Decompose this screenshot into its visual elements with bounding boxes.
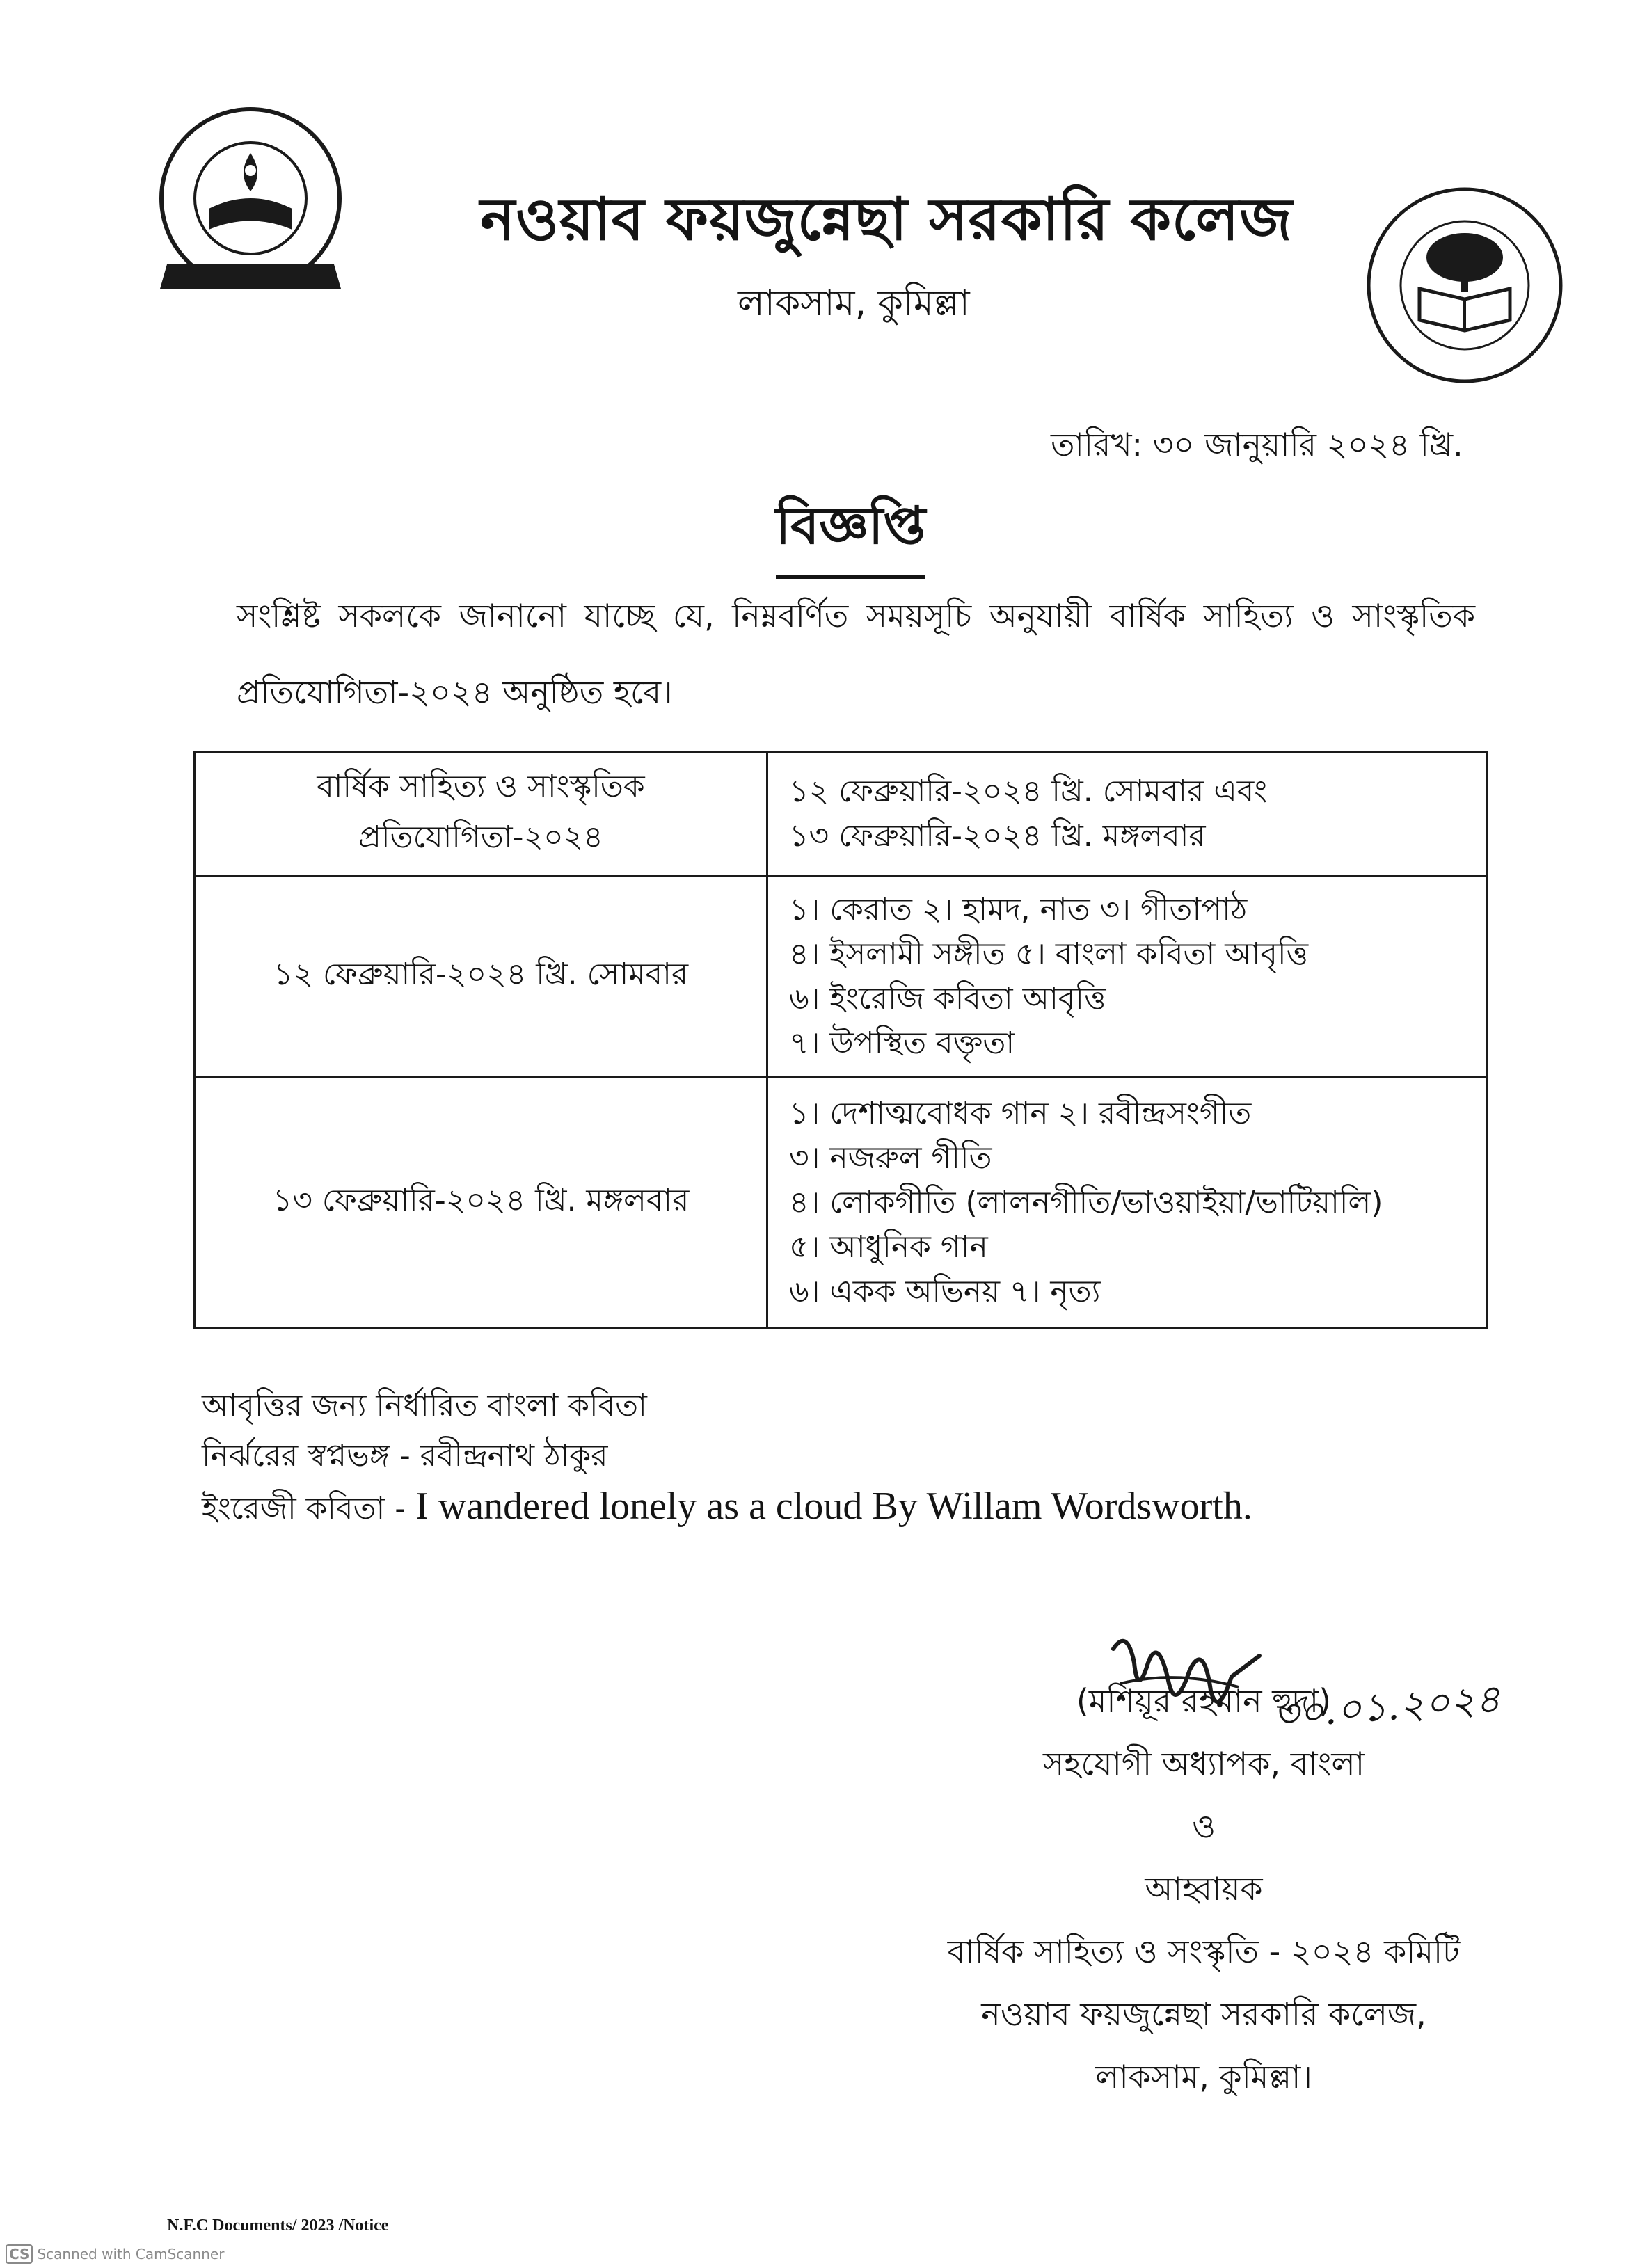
cell-line: ১৩ ফেব্রুয়ারি-২০২৪ খ্রি. মঙ্গলবার [272,1183,690,1218]
signature-date: ৩০.০১.২০২৪ [1271,1676,1502,1738]
signatory-location: লাকসাম, কুমিল্লা। [1095,2058,1312,2095]
list-item: ৩। নজরুল গীতি [789,1140,992,1176]
schedule-day2-events-cell [767,1078,1487,1328]
scanner-watermark [6,2246,224,2262]
signatory-conjunction: ও [1192,1807,1216,1845]
cell-line: ১২ ফেব্রুয়ারি-২০২৪ খ্রি. সোমবার এবং [789,774,1268,809]
table-row [195,753,1487,876]
list-item: ৬। একক অভিনয় ৭। নৃত্য [789,1273,1101,1309]
schedule-table [193,751,1488,1329]
list-item: ৪। লোকগীতি (লালনগীতি/ভাওয়াইয়া/ভাটিয়ালি) [789,1184,1383,1220]
list-item: ১। কেরাত ২। হামদ, নাত ৩। গীতাপাঠ [789,891,1248,927]
scanner-text: Scanned with CamScanner [37,2246,225,2262]
notes-line: নির্ঝরের স্বপ্নভঙ্গ - রবীন্দ্রনাথ ঠাকুর [202,1438,608,1474]
notes-prefix: ইংরেজী কবিতা - [202,1491,416,1526]
cell-line: প্রতিযোগিতা-২০২৪ [358,820,603,855]
signatory-role: আহ্বায়ক [1145,1870,1263,1908]
signature-spacer [891,1628,1517,1670]
signatory-name: (মশিয়ূর রহমান হুদা) [1076,1682,1332,1720]
schedule-dates-cell [767,753,1487,876]
college-location: লাকসাম, কুমিল্লা [738,282,970,324]
notice-date: তারিখ: ৩০ জানুয়ারি ২০২৪ খ্রি. [1051,426,1463,463]
recitation-notes [202,1381,1252,1534]
list-item: ৬। ইংরেজি কবিতা আবৃত্তি [789,980,1106,1016]
cell-line: বার্ষিক সাহিত্য ও সাংস্কৃতিক [317,769,645,804]
college-seal-icon [139,104,362,313]
list-item: ৭। উপস্থিত বক্তৃতা [789,1025,1015,1061]
schedule-day1-events-cell [767,876,1487,1078]
schedule-day1-cell [195,876,767,1078]
list-item: ৫। আধুনিক গান [789,1229,988,1265]
schedule-day2-cell [195,1078,767,1328]
table-row [195,1078,1487,1328]
book-tree-seal-icon [1364,184,1566,386]
notice-intro: সংশ্লিষ্ট সকলকে জানানো যাচ্ছে যে, নিম্নবর্ণিত সময়সূচি অনুযায়ী বার্ষিক সাহিত্য ও সাংস্কৃতিক প্রতিযোগিতা-২০২৪ অনুষ্ঠিত হবে। [237,597,1475,711]
signatory-designation: সহযোগী অধ্যাপক, বাংলা [1042,1745,1365,1782]
camscanner-badge: CS [6,2244,33,2264]
cell-line: ১২ ফেব্রুয়ারি-২০২৪ খ্রি. সোমবার [273,957,689,992]
document-reference: N.F.C Documents/ 2023 /Notice [167,2217,389,2235]
schedule-event-cell [195,753,767,876]
signatory-block [891,1628,1517,2108]
notes-line [202,1481,1252,1534]
cell-line: ১৩ ফেব্রুয়ারি-২০২৪ খ্রি. মঙ্গলবার [789,818,1206,854]
table-row [195,876,1487,1078]
notice-heading: বিজ্ঞপ্তি [776,487,925,579]
college-name-title: নওয়াব ফয়জুন্নেছা সরকারি কলেজ [480,185,1293,253]
list-item: ৪। ইসলামী সঙ্গীত ৫। বাংলা কবিতা আবৃত্তি [789,936,1309,972]
signatory-college: নওয়াব ফয়জুন্নেছা সরকারি কলেজ, [981,1995,1426,2033]
list-item: ১। দেশাত্মবোধক গান ২। রবীন্দ্রসংগীত [789,1095,1252,1131]
signatory-committee: বার্ষিক সাহিত্য ও সংস্কৃতি - ২০২৪ কমিটি [947,1933,1461,1970]
notes-line: আবৃত্তির জন্য নির্ধারিত বাংলা কবিতা [202,1388,647,1423]
english-poem-title: I wandered lonely as a cloud By Willam Wordsworth. [415,1485,1252,1528]
